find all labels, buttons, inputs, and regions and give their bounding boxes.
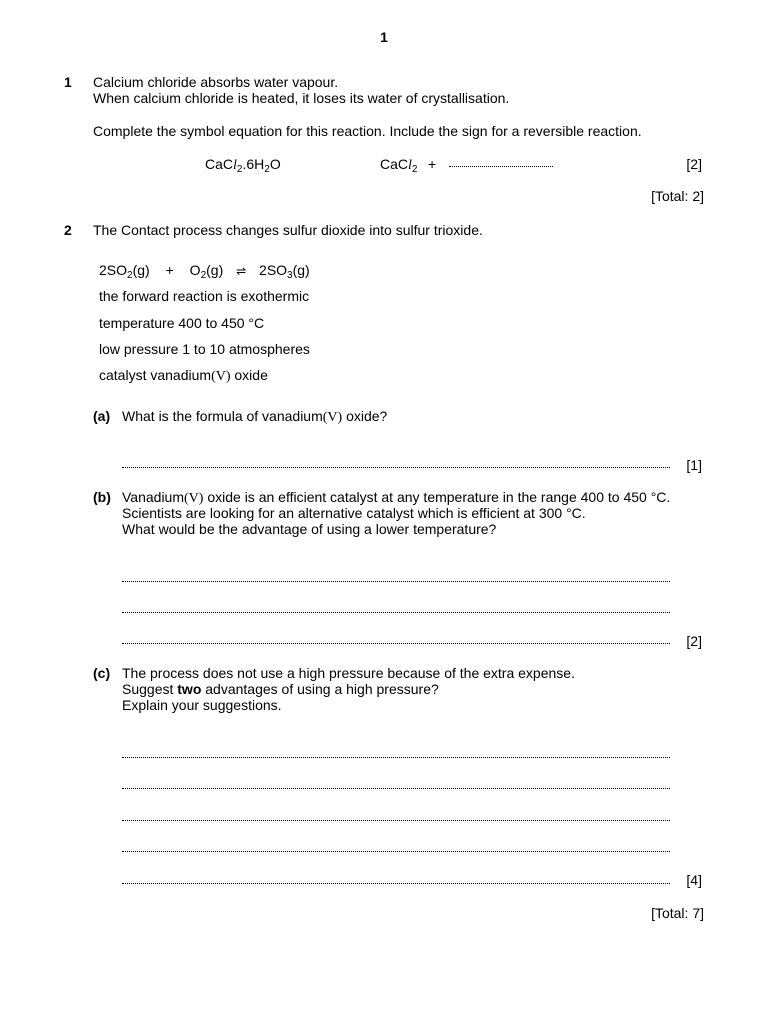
part-c-answer-line[interactable] [122,757,670,758]
part-c-line-2: Suggest two advantages of using a high pressure? [122,681,439,697]
part-b-line-1: Vanadium(V) oxide is an efficient catalyst at any temperature in the range 400 to 450 °C. [122,489,671,506]
question-1-line-2: When calcium chloride is heated, it loses its water of crystallisation. [93,90,510,106]
part-c-label: (c) [93,665,111,681]
q1-total: [Total: 2] [651,188,704,204]
q2-equation: $2SO_2(g) + O_2(g)$ ⇌ $2SO_3(g)$ [99,262,310,281]
part-c-answer-line[interactable] [122,851,670,852]
part-b-answer-line[interactable] [122,581,670,582]
question-2-number: 2 [64,222,72,238]
part-c-answer-line[interactable] [122,820,670,821]
part-b-answer-line[interactable] [122,612,670,613]
part-a-answer-line[interactable] [122,467,670,468]
q2-fact-pressure: low pressure 1 to 10 atmospheres [99,341,310,357]
part-b-label: (b) [93,489,111,505]
question-2-intro: The Contact process changes sulfur dioxide into sulfur trioxide. [93,222,483,238]
part-a-marks: [1] [686,457,702,473]
part-c-marks: [4] [686,872,702,888]
page-number: 1 [380,29,388,45]
part-c-line-1: The process does not use a high pressure because of the extra expense. [122,665,575,681]
q2-fact-catalyst: catalyst vanadium(V) oxide [99,367,268,384]
part-c-answer-line[interactable] [122,883,670,884]
part-b-line-2: Scientists are looking for an alternative catalyst which is efficient at 300 °C. [122,505,586,521]
question-1-instruction: Complete the symbol equation for this reaction. Include the sign for a reversible reaction. [93,123,642,139]
part-c-line-3: Explain your suggestions. [122,697,282,713]
question-1-number: 1 [64,74,72,90]
part-b-marks: [2] [686,633,702,649]
q1-equation-product: CaCl$_2$ [380,156,418,175]
part-c-answer-line[interactable] [122,788,670,789]
q2-fact-exothermic: the forward reaction is exothermic [99,288,310,304]
part-b-answer-line[interactable] [122,643,670,644]
q1-equation-plus: + [428,156,437,172]
q2-total: [Total: 7] [651,905,704,921]
part-a-label: (a) [93,408,111,424]
q1-marks: [2] [686,156,702,172]
part-b-line-3: What would be the advantage of using a lower temperature? [122,521,497,537]
q2-fact-temperature: temperature 400 to 450 °C [99,315,265,331]
q1-answer-field[interactable] [449,156,553,172]
q1-equation-reactant: $CaCl_2.6H_2O$ [205,156,281,175]
part-a-question: What is the formula of vanadium(V) oxide? [122,408,388,425]
question-1-line-1: Calcium chloride absorbs water vapour. [93,74,339,90]
reversible-arrow-icon: ⇌ [236,264,247,278]
